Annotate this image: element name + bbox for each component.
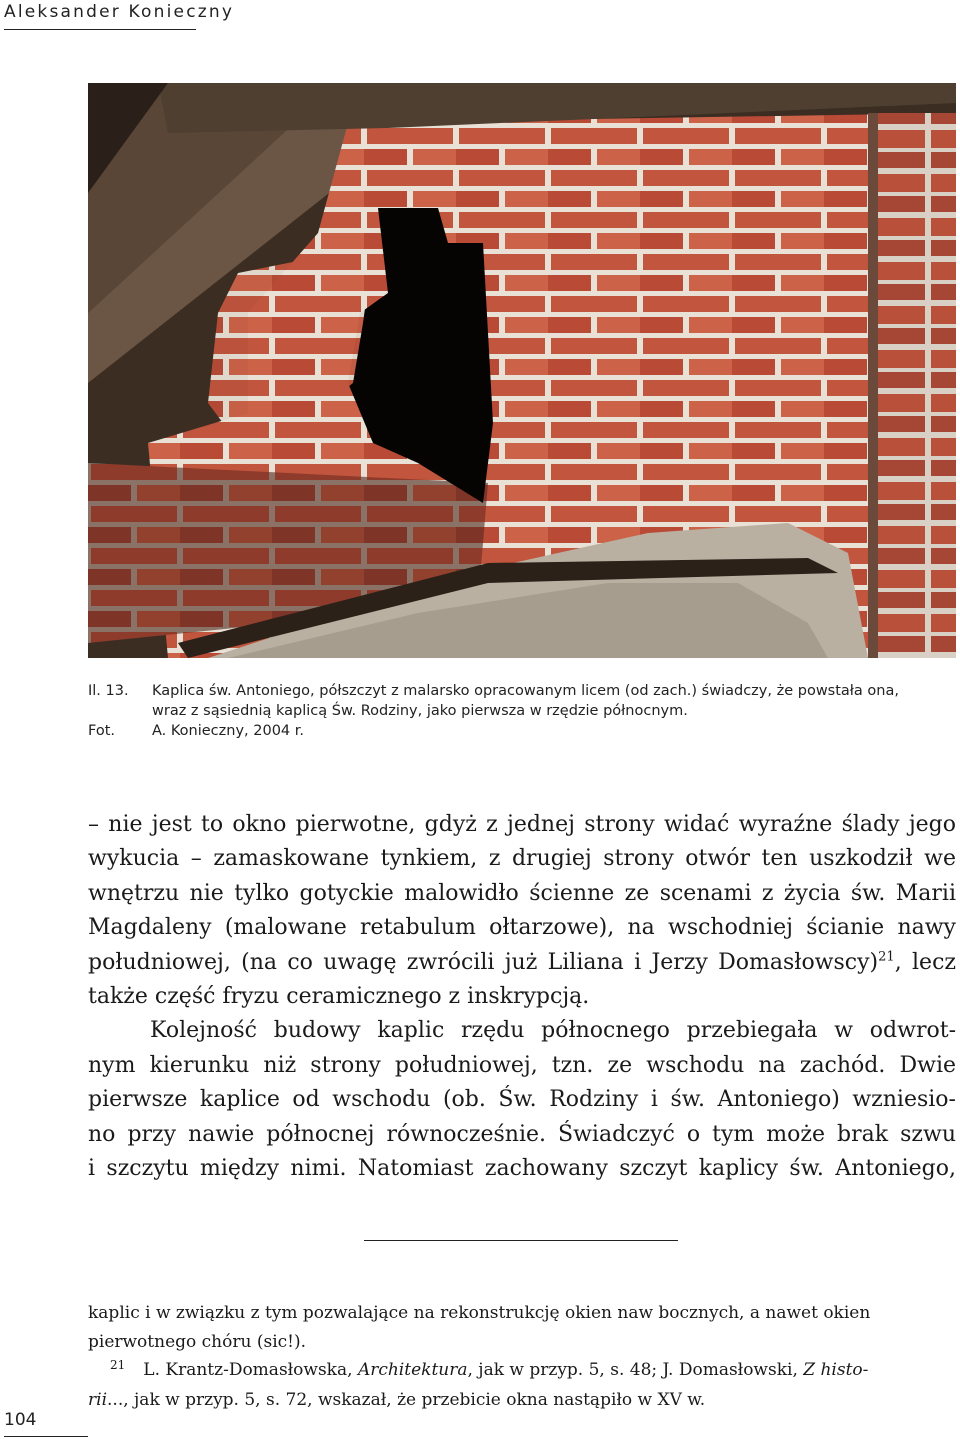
footnote-text: ..., jak w przyp. 5, s. 72, wskazał, że przebicie okna nastąpiło w XV w.: [107, 1389, 706, 1410]
text-line: – nie jest to okno pierwotne, gdyż z jednej strony widać wyraźne ślady jego: [88, 812, 956, 837]
text-line: wykucia – zamaskowane tynkiem, z drugiej strony otwór ten uszkodził we: [88, 846, 956, 872]
photo-illustration: [88, 83, 956, 658]
footnote-title: Z histo-: [803, 1360, 869, 1380]
footnote-21-cont: [88, 1386, 956, 1415]
footnote-title: rii: [88, 1389, 108, 1410]
footnote-continued-line: pierwotnego chóru (sic!).: [88, 1331, 307, 1352]
footnote-21: [88, 1356, 956, 1386]
caption-line-1: Kaplica św. Antoniego, półszczyt z malarsko opracowanym licem (od zach.) świadczy, że powstała ona,: [152, 683, 899, 699]
text-segment: , lecz: [894, 949, 956, 975]
text-line: także część fryzu ceramicznego z inskrypcją.: [88, 984, 590, 1010]
caption-row: [88, 681, 956, 721]
footnotes: [88, 1299, 956, 1414]
footnote-text: L. Krantz-Domasłowska,: [143, 1360, 358, 1380]
page-number-rule: [4, 1436, 88, 1437]
caption-fot-text: A. Konieczny, 2004 r.: [152, 723, 305, 739]
body-text: [88, 808, 956, 1186]
caption-fot-label: Fot.: [88, 723, 115, 739]
text-segment: południowej, (na co uwagę zwrócili już Liliana i Jerzy Domasłowscy): [88, 949, 879, 975]
caption-fot-row: [88, 721, 956, 741]
text-line: i szczytu między nimi. Natomiast zachowany szczyt kaplicy św. Antoniego,: [88, 1156, 956, 1182]
caption-label: Il. 13.: [88, 683, 129, 699]
footnote-number: 21: [110, 1358, 126, 1372]
page-number: 104: [4, 1410, 37, 1430]
text-line: nym kierunku niż strony południowej, tzn. ze wschodu na zachód. Dwie: [88, 1052, 956, 1078]
footnote-title: Architektura: [357, 1360, 468, 1380]
text-line: pierwsze kaplice od wschodu (ob. Św. Rodziny i św. Antoniego) wzniesio-: [88, 1087, 956, 1113]
text-line: Kolejność budowy kaplic rzędu północnego przebiegała w odwrot-: [150, 1018, 956, 1044]
footnote-continued-line: kaplic i w związku z tym pozwalające na rekonstrukcję okien naw bocznych, a nawet okien: [88, 1303, 871, 1323]
caption-line-2: wraz z sąsiednią kaplicą Św. Rodziny, jako pierwsza w rzędzie północnym.: [152, 703, 688, 719]
text-line: Magdaleny (malowane retabulum ołtarzowe), na wschodniej ścianie nawy: [88, 915, 956, 941]
footnote-ref-21[interactable]: 21: [878, 949, 895, 965]
figure-caption: [88, 681, 956, 741]
footnote-separator: [364, 1240, 678, 1241]
footnote-text: , jak w przyp. 5, s. 48; J. Domasłowski,: [467, 1360, 804, 1380]
text-line: no przy nawie północnej równocześnie. Świadczyć o tym może brak szwu: [88, 1121, 956, 1147]
text-line-with-footnote: [88, 946, 956, 980]
paragraph-1: [88, 808, 956, 1014]
text-line: wnętrzu nie tylko gotyckie malowidło ścienne ze scenami z życia św. Marii: [88, 880, 956, 906]
running-head-author: Aleksander Konieczny: [4, 2, 235, 22]
header-rule: [4, 29, 196, 30]
photo-brick-wall: [88, 83, 956, 658]
paragraph-2: [88, 1014, 956, 1186]
